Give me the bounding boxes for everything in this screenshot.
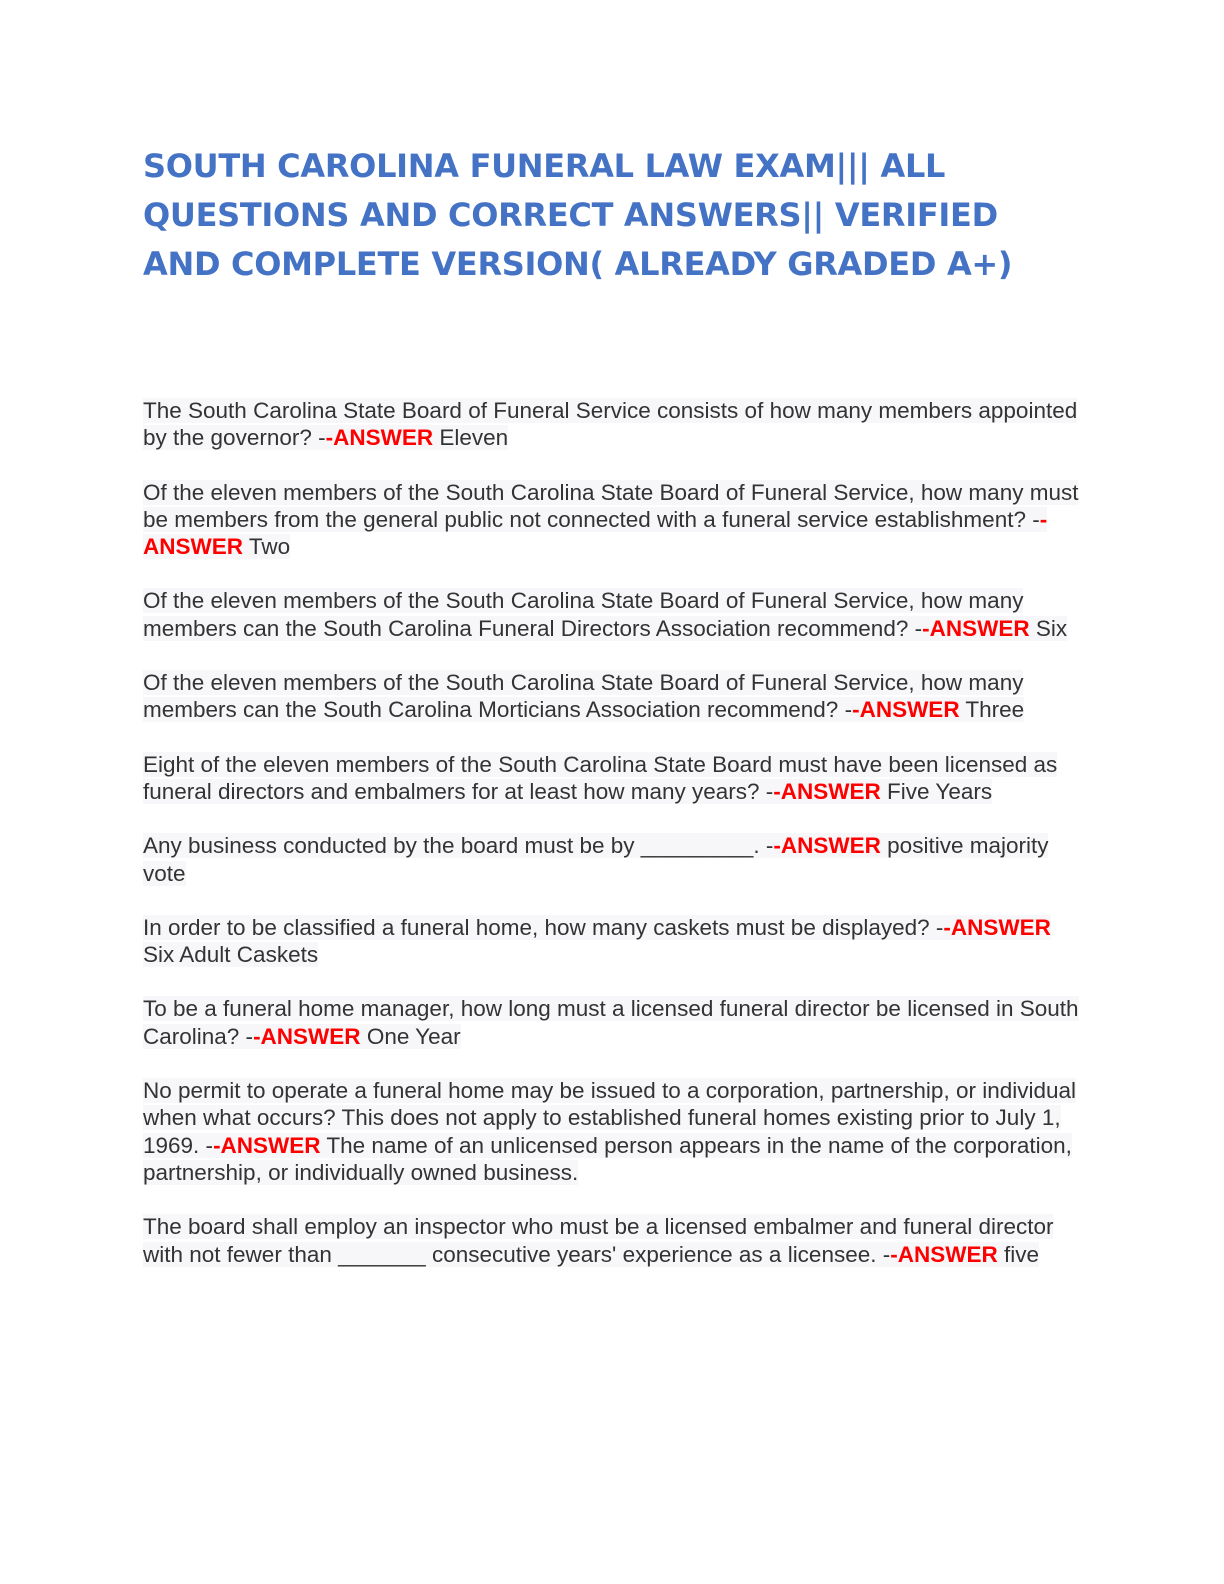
title-line: AND COMPLETE VERSION( ALREADY GRADED A+) xyxy=(143,245,1013,283)
qa-item xyxy=(143,1213,1083,1268)
answer-marker: -ANSWER xyxy=(143,506,1048,560)
answer-text: One Year xyxy=(360,1023,461,1049)
answer-marker: -ANSWER xyxy=(213,1132,321,1158)
title-line: SOUTH CAROLINA FUNERAL LAW EXAM||| ALL xyxy=(143,147,946,185)
answer-marker: -ANSWER xyxy=(773,778,881,804)
document-title xyxy=(143,142,1083,289)
question-text: The board shall employ an inspector who must be a licensed embalmer and funeral director with not fewer than _______ consecutive years' experience as a licensee. - xyxy=(143,1214,1054,1267)
qa-item xyxy=(143,751,1083,806)
qa-item xyxy=(143,397,1083,452)
answer-text: Six xyxy=(1029,615,1068,641)
answer-marker: -ANSWER xyxy=(890,1241,998,1267)
qa-item xyxy=(143,914,1083,969)
question-text: No permit to operate a funeral home may be issued to a corporation, partnership, or individual when what occurs? This does not apply to established funeral homes existing prior to July 1, 1969. - xyxy=(143,1078,1077,1158)
question-text: Eight of the eleven members of the South Carolina State Board must have been licensed as funeral directors and embalmers for at least how many years? - xyxy=(143,751,1058,804)
qa-item xyxy=(143,479,1083,561)
answer-marker: -ANSWER xyxy=(773,833,881,859)
answer-marker: -ANSWER xyxy=(922,615,1030,641)
question-text: Of the eleven members of the South Carolina State Board of Funeral Service, how many members can the South Carolina Morticians Association recommend? - xyxy=(143,670,1024,723)
answer-text: The name of an unlicensed person appears in the name of the corporation, partnership, or individually owned business. xyxy=(143,1132,1072,1185)
qa-item xyxy=(143,669,1083,724)
question-text: The South Carolina State Board of Funeral Service consists of how many members appointed by the governor? - xyxy=(143,398,1078,451)
question-text: In order to be classified a funeral home, how many caskets must be displayed? - xyxy=(143,914,944,940)
answer-text: Three xyxy=(959,697,1025,723)
answer-text: Six Adult Caskets xyxy=(143,942,319,968)
qa-item xyxy=(143,995,1083,1050)
qa-item xyxy=(143,1077,1083,1186)
answer-marker: -ANSWER xyxy=(325,425,434,451)
answer-text: positive majority vote xyxy=(143,833,1049,886)
question-text: Any business conducted by the board must be by _________. - xyxy=(143,833,774,859)
answer-marker: -ANSWER xyxy=(852,697,960,723)
answer-marker: -ANSWER xyxy=(943,914,1051,940)
question-answer-list xyxy=(143,397,1083,1295)
answer-text: five xyxy=(997,1241,1040,1267)
question-text: To be a funeral home manager, how long must a licensed funeral director be licensed in South Carolina? - xyxy=(143,996,1079,1049)
answer-text: Five Years xyxy=(880,778,993,804)
title-line: QUESTIONS AND CORRECT ANSWERS|| VERIFIED xyxy=(143,196,998,234)
answer-text: Eleven xyxy=(433,425,509,451)
qa-item xyxy=(143,587,1083,642)
answer-marker: -ANSWER xyxy=(253,1023,361,1049)
question-text: Of the eleven members of the South Carolina State Board of Funeral Service, how many members can the South Carolina Funeral Directors Association recommend? - xyxy=(143,588,1024,641)
question-text: Of the eleven members of the South Carolina State Board of Funeral Service, how many must be members from the general public not connected with a funeral service establishment? - xyxy=(143,479,1079,532)
qa-item xyxy=(143,832,1083,887)
answer-text: Two xyxy=(243,534,291,560)
